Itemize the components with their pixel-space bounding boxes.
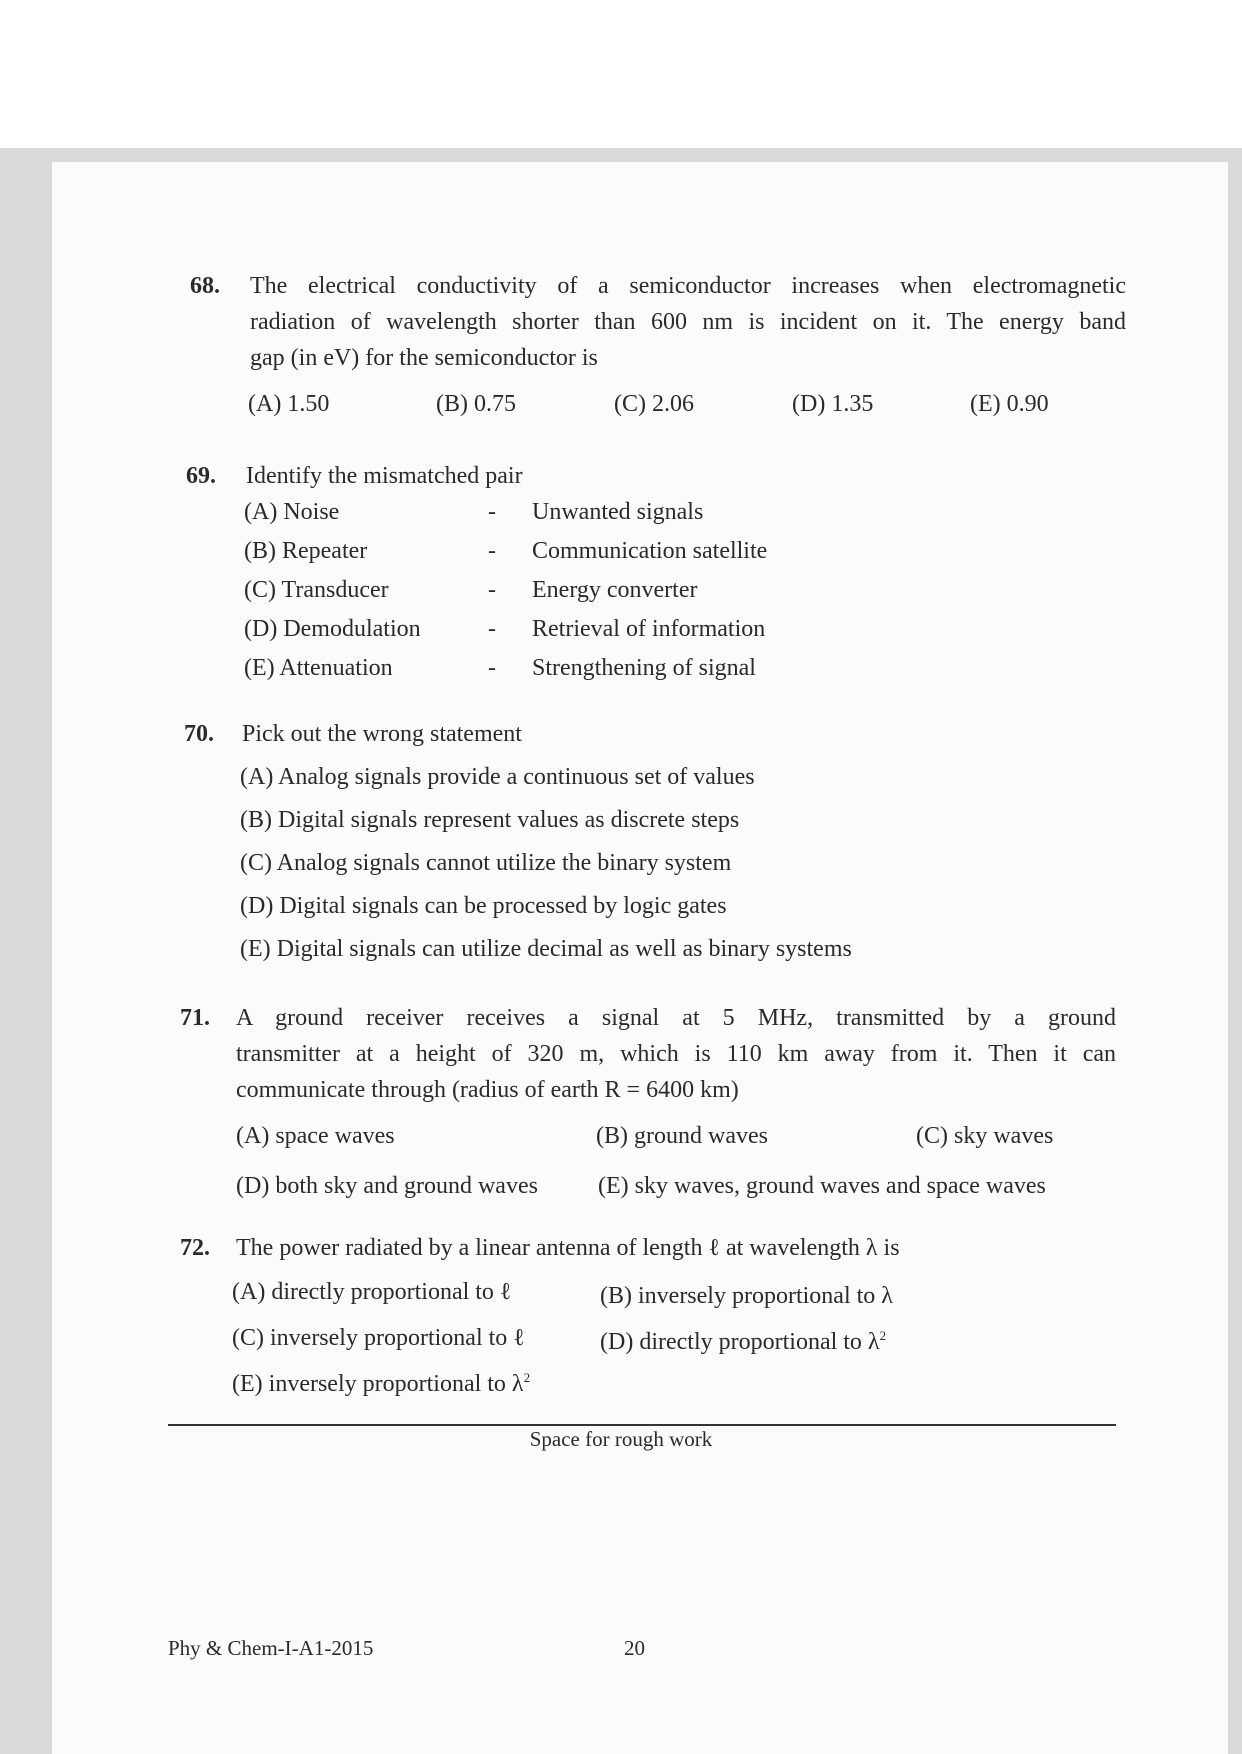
pair-left: (C) Transducer (244, 577, 389, 603)
option-d (600, 1324, 886, 1360)
pair-right: Unwanted signals (532, 499, 704, 525)
option-text: (D) directly proportional to λ (600, 1329, 880, 1355)
question-68 (190, 268, 1130, 438)
pair-separator: - (488, 655, 496, 681)
option-b: (B) 0.75 (436, 391, 516, 417)
option-e: (E) 0.90 (970, 391, 1049, 417)
question-number: 69. (186, 463, 216, 489)
question-text (236, 1000, 1116, 1108)
pair-separator: - (488, 616, 496, 642)
pair-separator: - (488, 577, 496, 603)
option-a: (A) directly proportional to ℓ (232, 1279, 512, 1305)
option-e: (E) Digital signals can utilize decimal as well as binary systems (240, 936, 852, 962)
question-text: The power radiated by a linear antenna of length ℓ at wavelength λ is (236, 1235, 900, 1261)
question-number: 68. (190, 273, 220, 299)
pair-left: (D) Demodulation (244, 616, 421, 642)
option-c: (C) inversely proportional to ℓ (232, 1325, 525, 1351)
paper-code: Phy & Chem-I-A1-2015 (168, 1636, 374, 1660)
question-line: communicate through (radius of earth R = 6400 km) (236, 1077, 739, 1103)
pair-right: Retrieval of information (532, 616, 766, 642)
question-71 (180, 1000, 1120, 1210)
question-text: Pick out the wrong statement (242, 721, 522, 747)
option-b: (B) inversely proportional to λ (600, 1283, 893, 1309)
question-number: 71. (180, 1005, 210, 1031)
question-70 (184, 716, 1084, 976)
question-text: Identify the mismatched pair (246, 463, 523, 489)
superscript: 2 (879, 1328, 887, 1343)
superscript: 2 (523, 1370, 531, 1385)
pair-left: (E) Attenuation (244, 655, 393, 681)
option-a: (A) space waves (236, 1123, 395, 1149)
pair-right: Energy converter (532, 577, 698, 603)
rough-work-divider (168, 1424, 1116, 1426)
page-number: 20 (624, 1636, 645, 1660)
option-d: (D) 1.35 (792, 391, 874, 417)
option-b: (B) ground waves (596, 1123, 768, 1149)
question-69 (186, 458, 1086, 698)
question-line: transmitter at a height of 320 m, which is 110 km away from it. Then it can (236, 1041, 1116, 1067)
option-d: (D) Digital signals can be processed by logic gates (240, 893, 727, 919)
option-text: (E) inversely proportional to λ (232, 1371, 524, 1397)
option-a: (A) 1.50 (248, 391, 330, 417)
question-number: 70. (184, 721, 214, 747)
option-b: (B) Digital signals represent values as discrete steps (240, 807, 740, 833)
question-line: gap (in eV) for the semiconductor is (250, 345, 598, 371)
option-c: (C) Analog signals cannot utilize the binary system (240, 850, 732, 876)
pair-left: (B) Repeater (244, 538, 368, 564)
pair-right: Strengthening of signal (532, 655, 756, 681)
option-c: (C) 2.06 (614, 391, 694, 417)
question-line: radiation of wavelength shorter than 600 nm is incident on it. The energy band (250, 309, 1126, 335)
question-number: 72. (180, 1235, 210, 1261)
option-a: (A) Analog signals provide a continuous set of values (240, 764, 755, 790)
pair-left: (A) Noise (244, 499, 340, 525)
question-72 (180, 1230, 1080, 1400)
option-c: (C) sky waves (916, 1123, 1054, 1149)
option-e: (E) sky waves, ground waves and space waves (598, 1173, 1046, 1199)
pair-separator: - (488, 499, 496, 525)
rough-work-label: Space for rough work (529, 1427, 713, 1451)
question-line: The electrical conductivity of a semiconductor increases when electromagnetic (250, 273, 1126, 299)
option-e (232, 1366, 530, 1402)
question-line: A ground receiver receives a signal at 5 MHz, transmitted by a ground (236, 1005, 1116, 1031)
pair-separator: - (488, 538, 496, 564)
option-d: (D) both sky and ground waves (236, 1173, 538, 1199)
pair-right: Communication satellite (532, 538, 768, 564)
question-text (250, 268, 1126, 376)
